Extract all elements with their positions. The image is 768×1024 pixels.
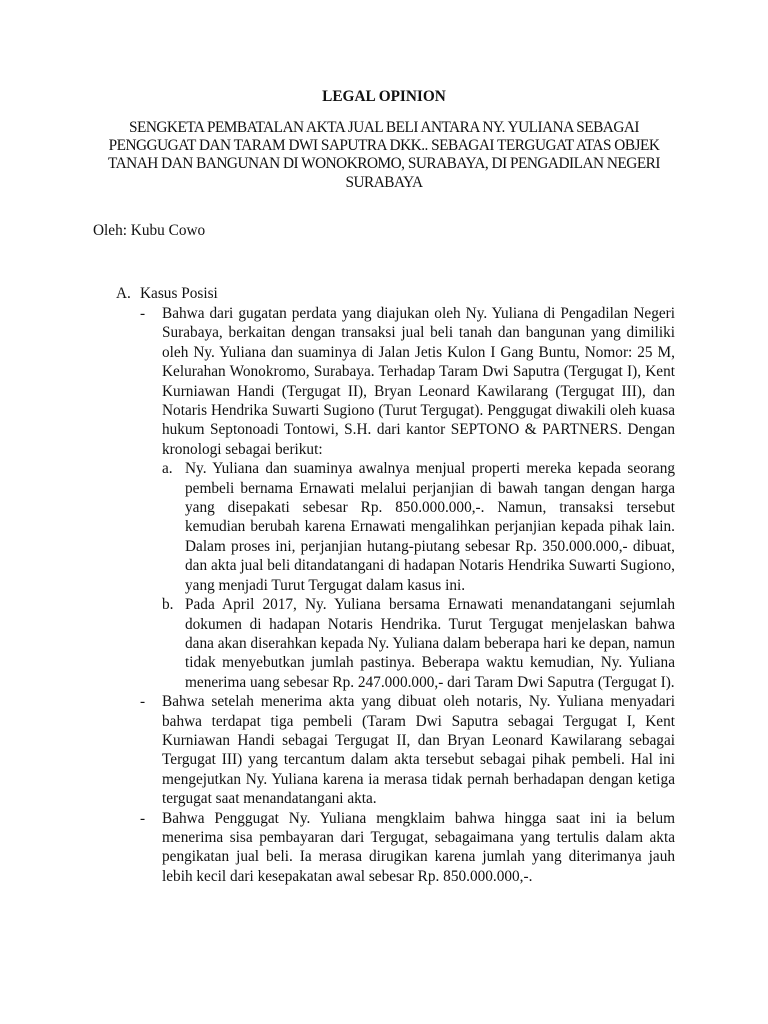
list-item — [140, 304, 675, 692]
section-heading — [116, 284, 218, 303]
point-text: Bahwa Penggugat Ny. Yuliana mengklaim bahwa hingga saat ini ia belum menerima sisa pembayaran dari Tergugat, sebagaimana yang tertulis dalam akta pengikatan jual beli. Ia merasa dirugikan karena jumlah yang diterimanya jauh lebih kecil dari kesepakatan awal sebesar Rp. 850.000.000,-. — [162, 809, 675, 885]
section-marker: A. — [116, 285, 131, 302]
case-points-list — [140, 304, 675, 886]
sub-list-item — [162, 595, 675, 692]
list-item — [140, 809, 675, 887]
point-text: Bahwa setelah menerima akta yang dibuat oleh notaris, Ny. Yuliana menyadari bahwa terdapat tiga pembeli (Taram Dwi Saputra sebagai Tergugat I, Kent Kurniawan Handi sebagai Tergugat II, dan Bryan Leonard Kawilarang sebagai Tergugat III) yang tercantum dalam akta tersebut sebagai pihak pembeli. Hal ini mengejutkan Ny. Yuliana karena ia merasa tidak pernah berhadapan dengan ketiga tergugat saat menandatangani akta. — [162, 693, 675, 808]
document-subtitle: SENGKETA PEMBATALAN AKTA JUAL BELI ANTARA NY. YULIANA SEBAGAI PENGGUGAT DAN TARAM DWI SAPUTRA DKK.. SEBAGAI TERGUGAT ATAS OBJEK TANAH DAN BANGUNAN DI WONOKROMO, SURABAYA, DI PENGADILAN NEGERI SURABAYA — [108, 119, 660, 191]
sub-item-letter: b. — [162, 596, 174, 614]
sub-item-letter: a. — [162, 460, 173, 478]
point-text: Bahwa dari gugatan perdata yang diajukan oleh Ny. Yuliana di Pengadilan Negeri Surabaya, berkaitan dengan transaksi jual beli tanah dan bangunan yang dimiliki oleh Ny. Yuliana dan suaminya di Jalan Jetis Kulon I Gang Buntu, Nomor: 25 M, Kelurahan Wonokromo, Surabaya. Terhadap Taram Dwi Saputra (Tergugat I), Kent Kurniawan Handi (Tergugat II), Bryan Leonard Kawilarang (Tergugat III), dan Notaris Hendrika Suwarti Sugiono (Turut Tergugat). Penggugat diwakili oleh kuasa hukum Septonoadi Tontowi, S.H. dari kantor SEPTONO & PARTNERS. Dengan kronologi sebagai berikut: — [162, 305, 675, 458]
sub-list-item — [162, 459, 675, 595]
sub-item-text: Ny. Yuliana dan suaminya awalnya menjual properti mereka kepada seorang pembeli bernama Ernawati melalui perjanjian di bawah tangan dengan harga yang disepakati sebesar Rp. 850.000.000,-. Namun, transaksi tersebut kemudian berubah karena Ernawati mengalihkan perjanjian kepada pihak lain. Dalam proses ini, perjanjian hutang-piutang sebesar Rp. 350.000.000,- dibuat, dan akta jual beli ditandatangani di hadapan Notaris Hendrika Suwarti Sugiono, yang menjadi Turut Tergugat dalam kasus ini. — [185, 460, 675, 594]
bullet-dash: - — [140, 305, 146, 322]
document-title: LEGAL OPINION — [322, 88, 446, 105]
bullet-dash: - — [140, 809, 146, 827]
section-title: Kasus Posisi — [140, 285, 218, 302]
sub-item-text: Pada April 2017, Ny. Yuliana bersama Ernawati menandatangani sejumlah dokumen di hadapan Notaris Hendrika. Turut Tergugat menjelaskan bahwa dana akan diserahkan kepada Ny. Yuliana dalam beberapa hari ke depan, namun tidak menyebutkan jumlah pastinya. Beberapa waktu kemudian, Ny. Yuliana menerima uang sebesar Rp. 247.000.000,- dari Taram Dwi Saputra (Tergugat I). — [185, 596, 675, 691]
author-line: Oleh: Kubu Cowo — [93, 222, 206, 239]
bullet-dash: - — [140, 693, 146, 711]
list-item — [140, 692, 675, 808]
